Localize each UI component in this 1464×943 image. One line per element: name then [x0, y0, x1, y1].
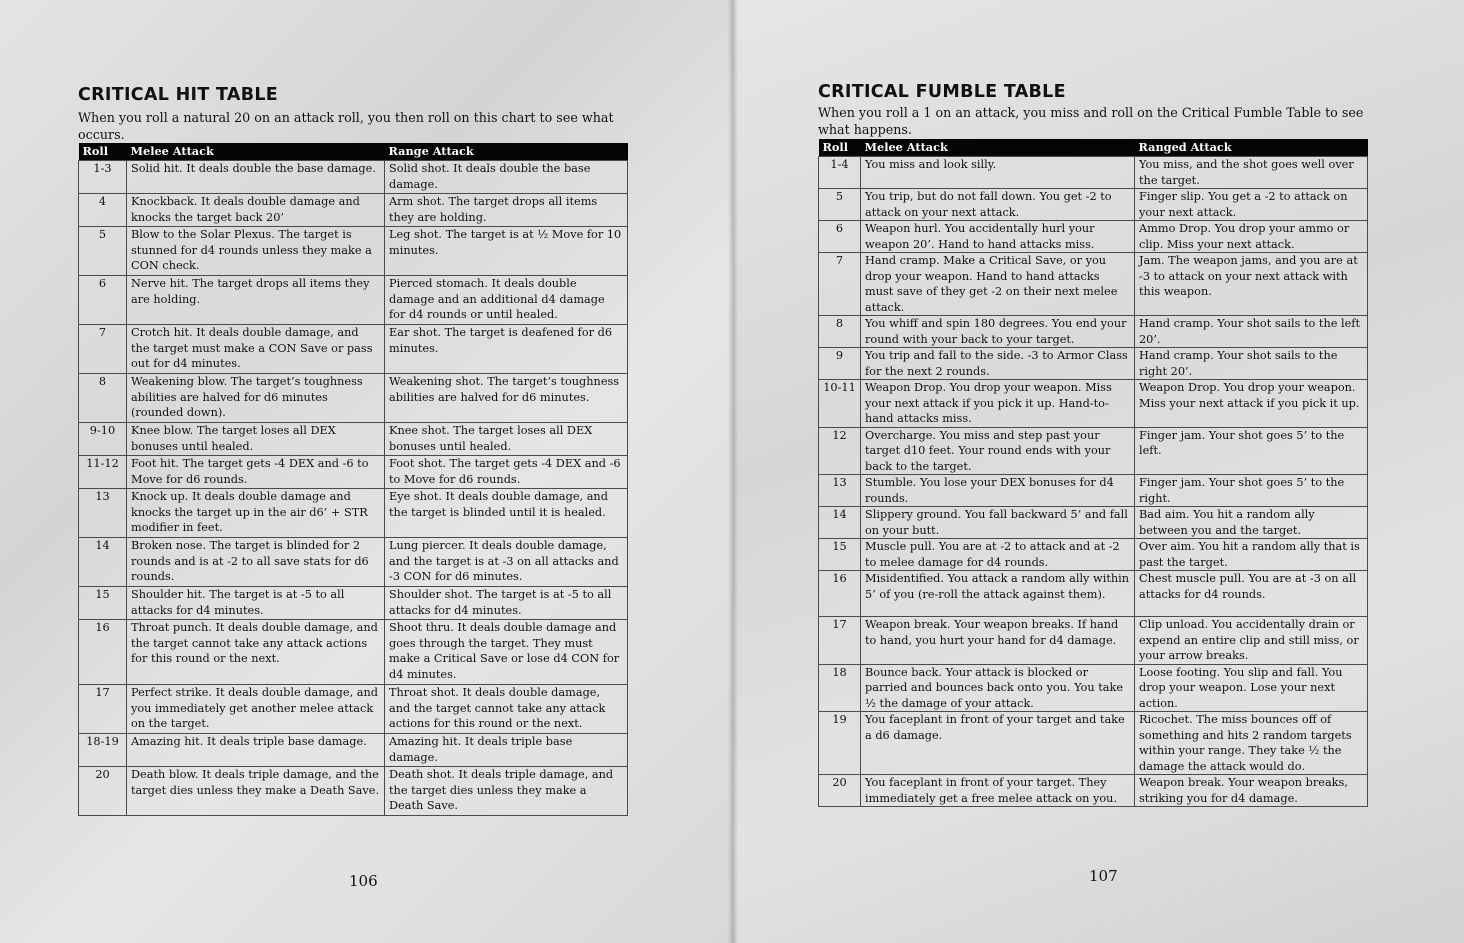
- table-row: [79, 538, 628, 587]
- roll-cell: 10-11: [819, 380, 861, 428]
- melee-cell: Perfect strike. It deals double damage, and you immediately get another melee attack on the target.: [127, 685, 385, 734]
- critical-hit-table: [78, 143, 628, 816]
- table-row: [819, 157, 1368, 189]
- melee-cell: Weapon Drop. You drop your weapon. Miss your next attack if you pick it up. Hand-to-hand attacks miss.: [861, 380, 1135, 428]
- roll-cell: 7: [79, 325, 127, 374]
- critical-hit-title: CRITICAL HIT TABLE: [78, 85, 279, 105]
- melee-cell: Crotch hit. It deals double damage, and the target must make a CON Save or pass out for d4 minutes.: [127, 325, 385, 374]
- critical-hit-intro: When you roll a natural 20 on an attack roll, you then roll on this chart to see what occurs.: [78, 110, 614, 142]
- ranged-cell: Ear shot. The target is deafened for d6 minutes.: [385, 325, 628, 374]
- table-row: [819, 775, 1368, 807]
- table-row: [79, 374, 628, 423]
- melee-cell: You miss and look silly.: [861, 157, 1135, 189]
- roll-cell: 16: [79, 620, 127, 685]
- roll-cell: 11-12: [79, 456, 127, 489]
- roll-cell: 8: [79, 374, 127, 423]
- header-roll: Roll: [819, 139, 861, 157]
- melee-cell: Bounce back. Your attack is blocked or parried and bounces back onto you. You take ½ the damage of your attack.: [861, 664, 1135, 712]
- header-ranged: Ranged Attack: [1135, 139, 1368, 157]
- roll-cell: 6: [819, 221, 861, 253]
- melee-cell: Knock up. It deals double damage and knocks the target up in the air d6’ + STR modifier in feet.: [127, 489, 385, 538]
- ranged-cell: Bad aim. You hit a random ally between you and the target.: [1135, 507, 1368, 539]
- roll-cell: 18: [819, 664, 861, 712]
- ranged-cell: Eye shot. It deals double damage, and the target is blinded until it is healed.: [385, 489, 628, 538]
- ranged-cell: Leg shot. The target is at ½ Move for 10 minutes.: [385, 227, 628, 276]
- ranged-cell: Clip unload. You accidentally drain or expend an entire clip and still miss, or your arrow breaks.: [1135, 617, 1368, 665]
- melee-cell: Amazing hit. It deals triple base damage.: [127, 734, 385, 767]
- critical-fumble-table: [818, 139, 1368, 807]
- roll-cell: 15: [819, 539, 861, 571]
- roll-cell: 18-19: [79, 734, 127, 767]
- roll-cell: 5: [79, 227, 127, 276]
- ranged-cell: Foot shot. The target gets -4 DEX and -6 to Move for d6 rounds.: [385, 456, 628, 489]
- ranged-cell: Solid shot. It deals double the base damage.: [385, 161, 628, 194]
- header-melee: Melee Attack: [127, 143, 385, 161]
- ranged-cell: Loose footing. You slip and fall. You drop your weapon. Lose your next action.: [1135, 664, 1368, 712]
- roll-cell: 19: [819, 712, 861, 775]
- ranged-cell: Throat shot. It deals double damage, and the target cannot take any attack actions for this round or the next.: [385, 685, 628, 734]
- table-row: [819, 380, 1368, 428]
- roll-cell: 8: [819, 316, 861, 348]
- melee-cell: You whiff and spin 180 degrees. You end your round with your back to your target.: [861, 316, 1135, 348]
- table-row: [819, 189, 1368, 221]
- ranged-cell: Hand cramp. Your shot sails to the left 20’.: [1135, 316, 1368, 348]
- melee-cell: Weakening blow. The target’s toughness abilities are halved for d6 minutes (rounded down).: [127, 374, 385, 423]
- melee-cell: Nerve hit. The target drops all items they are holding.: [127, 276, 385, 325]
- table-row: [79, 161, 628, 194]
- table-row: [79, 620, 628, 685]
- ranged-cell: Shoulder shot. The target is at -5 to all attacks for d4 minutes.: [385, 587, 628, 620]
- melee-cell: Shoulder hit. The target is at -5 to all attacks for d4 minutes.: [127, 587, 385, 620]
- header-roll: Roll: [79, 143, 127, 161]
- ranged-cell: Ammo Drop. You drop your ammo or clip. Miss your next attack.: [1135, 221, 1368, 253]
- ranged-cell: You miss, and the shot goes well over the target.: [1135, 157, 1368, 189]
- ranged-cell: Over aim. You hit a random ally that is past the target.: [1135, 539, 1368, 571]
- melee-cell: Death blow. It deals triple damage, and the target dies unless they make a Death Save.: [127, 767, 385, 816]
- ranged-cell: Ricochet. The miss bounces off of something and hits 2 random targets within your range. They take ½ the damage the attack would do.: [1135, 712, 1368, 775]
- roll-cell: 16: [819, 571, 861, 617]
- ranged-cell: Amazing hit. It deals triple base damage.: [385, 734, 628, 767]
- table-row: [819, 571, 1368, 617]
- melee-cell: Weapon hurl. You accidentally hurl your weapon 20’. Hand to hand attacks miss.: [861, 221, 1135, 253]
- melee-cell: Misidentified. You attack a random ally within 5’ of you (re-roll the attack against them).: [861, 571, 1135, 617]
- critical-fumble-intro: When you roll a 1 on an attack, you miss and roll on the Critical Fumble Table to see what happens.: [818, 105, 1364, 137]
- roll-cell: 1-3: [79, 161, 127, 194]
- table-row: [79, 456, 628, 489]
- roll-cell: 12: [819, 427, 861, 475]
- roll-cell: 13: [79, 489, 127, 538]
- table-row: [819, 316, 1368, 348]
- ranged-cell: Jam. The weapon jams, and you are at -3 to attack on your next attack with this weapon.: [1135, 253, 1368, 316]
- melee-cell: Overcharge. You miss and step past your target d10 feet. Your round ends with your back to the target.: [861, 427, 1135, 475]
- table-row: [79, 194, 628, 227]
- table-row: [819, 475, 1368, 507]
- ranged-cell: Shoot thru. It deals double damage and goes through the target. They must make a Critical Save or lose d4 CON for d4 minutes.: [385, 620, 628, 685]
- table-row: [79, 767, 628, 816]
- table-row: [79, 489, 628, 538]
- ranged-cell: Finger jam. Your shot goes 5’ to the right.: [1135, 475, 1368, 507]
- table-row: [819, 617, 1368, 665]
- table-row: [819, 712, 1368, 775]
- roll-cell: 6: [79, 276, 127, 325]
- table-row: [819, 507, 1368, 539]
- melee-cell: Slippery ground. You fall backward 5’ and fall on your butt.: [861, 507, 1135, 539]
- table-row: [79, 325, 628, 374]
- ranged-cell: Chest muscle pull. You are at -3 on all attacks for d4 rounds.: [1135, 571, 1368, 617]
- table-row: [79, 685, 628, 734]
- roll-cell: 7: [819, 253, 861, 316]
- table-header-row: [79, 143, 628, 161]
- table-header-row: [819, 139, 1368, 157]
- melee-cell: Knockback. It deals double damage and knocks the target back 20’: [127, 194, 385, 227]
- ranged-cell: Arm shot. The target drops all items they are holding.: [385, 194, 628, 227]
- melee-cell: Blow to the Solar Plexus. The target is stunned for d4 rounds unless they make a CON check.: [127, 227, 385, 276]
- melee-cell: Broken nose. The target is blinded for 2 rounds and is at -2 to all save stats for d6 rounds.: [127, 538, 385, 587]
- roll-cell: 15: [79, 587, 127, 620]
- melee-cell: You faceplant in front of your target and take a d6 damage.: [861, 712, 1135, 775]
- table-row: [819, 348, 1368, 380]
- table-row: [819, 664, 1368, 712]
- ranged-cell: Weapon Drop. You drop your weapon. Miss your next attack if you pick it up.: [1135, 380, 1368, 428]
- ranged-cell: Knee shot. The target loses all DEX bonuses until healed.: [385, 423, 628, 456]
- roll-cell: 4: [79, 194, 127, 227]
- melee-cell: You trip, but do not fall down. You get -2 to attack on your next attack.: [861, 189, 1135, 221]
- table-row: [819, 427, 1368, 475]
- page-number-right: 107: [1089, 867, 1118, 885]
- melee-cell: Stumble. You lose your DEX bonuses for d4 rounds.: [861, 475, 1135, 507]
- melee-cell: Knee blow. The target loses all DEX bonuses until healed.: [127, 423, 385, 456]
- header-melee: Melee Attack: [861, 139, 1135, 157]
- roll-cell: 14: [79, 538, 127, 587]
- ranged-cell: Finger jam. Your shot goes 5’ to the left.: [1135, 427, 1368, 475]
- melee-cell: Solid hit. It deals double the base damage.: [127, 161, 385, 194]
- ranged-cell: Hand cramp. Your shot sails to the right 20’.: [1135, 348, 1368, 380]
- table-row: [79, 423, 628, 456]
- ranged-cell: Finger slip. You get a -2 to attack on your next attack.: [1135, 189, 1368, 221]
- melee-cell: Weapon break. Your weapon breaks. If hand to hand, you hurt your hand for d4 damage.: [861, 617, 1135, 665]
- ranged-cell: Death shot. It deals triple damage, and the target dies unless they make a Death Save.: [385, 767, 628, 816]
- melee-cell: Throat punch. It deals double damage, and the target cannot take any attack actions for this round or the next.: [127, 620, 385, 685]
- ranged-cell: Weakening shot. The target’s toughness abilities are halved for d6 minutes.: [385, 374, 628, 423]
- table-row: [819, 539, 1368, 571]
- melee-cell: Foot hit. The target gets -4 DEX and -6 to Move for d6 rounds.: [127, 456, 385, 489]
- table-row: [819, 221, 1368, 253]
- page-number-left: 106: [349, 872, 378, 890]
- melee-cell: You faceplant in front of your target. They immediately get a free melee attack on you.: [861, 775, 1135, 807]
- critical-fumble-title: CRITICAL FUMBLE TABLE: [818, 82, 1066, 102]
- melee-cell: Hand cramp. Make a Critical Save, or you drop your weapon. Hand to hand attacks must save of they get -2 on their next melee attack.: [861, 253, 1135, 316]
- melee-cell: You trip and fall to the side. -3 to Armor Class for the next 2 rounds.: [861, 348, 1135, 380]
- ranged-cell: Weapon break. Your weapon breaks, striking you for d4 damage.: [1135, 775, 1368, 807]
- roll-cell: 17: [79, 685, 127, 734]
- table-row: [79, 734, 628, 767]
- roll-cell: 5: [819, 189, 861, 221]
- roll-cell: 9: [819, 348, 861, 380]
- roll-cell: 1-4: [819, 157, 861, 189]
- table-row: [819, 253, 1368, 316]
- roll-cell: 13: [819, 475, 861, 507]
- header-range: Range Attack: [385, 143, 628, 161]
- roll-cell: 20: [79, 767, 127, 816]
- table-row: [79, 227, 628, 276]
- roll-cell: 9-10: [79, 423, 127, 456]
- book-gutter: [728, 0, 738, 943]
- roll-cell: 20: [819, 775, 861, 807]
- ranged-cell: Pierced stomach. It deals double damage and an additional d4 damage for d4 rounds or until healed.: [385, 276, 628, 325]
- melee-cell: Muscle pull. You are at -2 to attack and at -2 to melee damage for d4 rounds.: [861, 539, 1135, 571]
- table-row: [79, 276, 628, 325]
- table-row: [79, 587, 628, 620]
- ranged-cell: Lung piercer. It deals double damage, and the target is at -3 on all attacks and -3 CON for d6 minutes.: [385, 538, 628, 587]
- roll-cell: 14: [819, 507, 861, 539]
- roll-cell: 17: [819, 617, 861, 665]
